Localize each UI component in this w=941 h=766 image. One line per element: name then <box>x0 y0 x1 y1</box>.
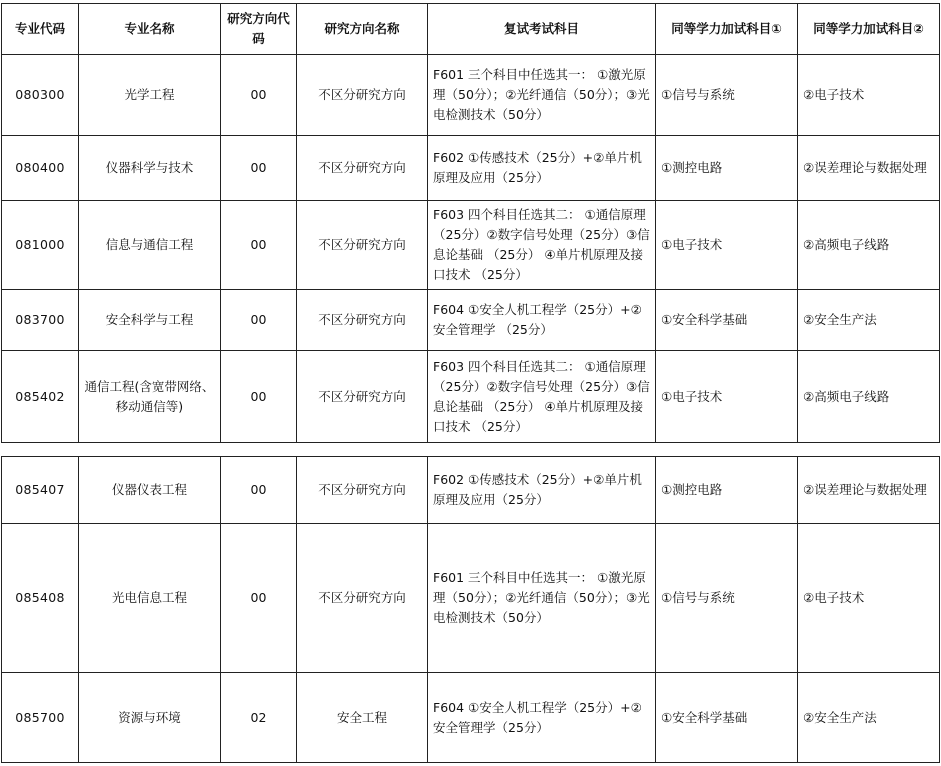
cell-dir-name: 安全工程 <box>297 673 428 763</box>
cell-extra2: ②高频电子线路 <box>798 201 940 290</box>
cell-extra2: ②安全生产法 <box>798 673 940 763</box>
page-break-gap <box>0 446 941 456</box>
cell-exam: F603 四个科目任选其二： ①通信原理 （25分）②数字信号处理（25分）③信息论基础 （25分） ④单片机原理及接口技术 （25分） <box>428 201 656 290</box>
header-direction-name: 研究方向名称 <box>297 4 428 55</box>
table-row <box>2 457 940 524</box>
cell-dir-code: 00 <box>221 136 297 201</box>
cell-extra1: ①信号与系统 <box>656 524 798 673</box>
cell-code: 083700 <box>2 290 79 351</box>
cell-major: 光学工程 <box>79 55 221 136</box>
cell-code: 081000 <box>2 201 79 290</box>
cell-major: 光电信息工程 <box>79 524 221 673</box>
table-row <box>2 55 940 136</box>
cell-dir-name: 不区分研究方向 <box>297 524 428 673</box>
cell-extra1: ①安全科学基础 <box>656 673 798 763</box>
exam-table-part2 <box>1 456 940 763</box>
header-major-name: 专业名称 <box>79 4 221 55</box>
cell-exam: F602 ①传感技术（25分）+②单片机原理及应用（25分） <box>428 457 656 524</box>
cell-major: 仪器仪表工程 <box>79 457 221 524</box>
cell-code: 085407 <box>2 457 79 524</box>
cell-extra1: ①电子技术 <box>656 351 798 443</box>
cell-dir-name: 不区分研究方向 <box>297 136 428 201</box>
exam-table-part1 <box>1 3 940 443</box>
cell-dir-code: 00 <box>221 351 297 443</box>
cell-dir-code: 00 <box>221 524 297 673</box>
header-retest-subjects: 复试考试科目 <box>428 4 656 55</box>
cell-extra1: ①测控电路 <box>656 136 798 201</box>
cell-dir-code: 02 <box>221 673 297 763</box>
cell-code: 085700 <box>2 673 79 763</box>
cell-code: 080300 <box>2 55 79 136</box>
table-header-row <box>2 4 940 55</box>
header-extra-subject-1: 同等学力加试科目① <box>656 4 798 55</box>
cell-code: 080400 <box>2 136 79 201</box>
cell-dir-code: 00 <box>221 55 297 136</box>
cell-dir-name: 不区分研究方向 <box>297 457 428 524</box>
cell-extra2: ②电子技术 <box>798 524 940 673</box>
header-direction-code: 研究方向代码 <box>221 4 297 55</box>
cell-extra2: ②高频电子线路 <box>798 351 940 443</box>
cell-dir-code: 00 <box>221 290 297 351</box>
table-row <box>2 673 940 763</box>
cell-dir-name: 不区分研究方向 <box>297 351 428 443</box>
cell-major: 信息与通信工程 <box>79 201 221 290</box>
cell-exam: F601 三个科目中任选其一： ①激光原理（50分）；②光纤通信（50分）；③光电检测技术（50分） <box>428 55 656 136</box>
cell-extra2: ②电子技术 <box>798 55 940 136</box>
cell-code: 085408 <box>2 524 79 673</box>
table-row <box>2 290 940 351</box>
cell-major: 资源与环境 <box>79 673 221 763</box>
cell-extra2: ②安全生产法 <box>798 290 940 351</box>
cell-extra2: ②误差理论与数据处理 <box>798 457 940 524</box>
cell-code: 085402 <box>2 351 79 443</box>
table-row <box>2 201 940 290</box>
cell-dir-name: 不区分研究方向 <box>297 201 428 290</box>
table-row <box>2 351 940 443</box>
cell-extra1: ①信号与系统 <box>656 55 798 136</box>
cell-exam: F604 ①安全人机工程学（25分）+②安全管理学（25分） <box>428 673 656 763</box>
cell-extra1: ①测控电路 <box>656 457 798 524</box>
cell-dir-name: 不区分研究方向 <box>297 55 428 136</box>
cell-exam: F602 ①传感技术（25分）+②单片机原理及应用（25分） <box>428 136 656 201</box>
header-extra-subject-2: 同等学力加试科目② <box>798 4 940 55</box>
table-row <box>2 524 940 673</box>
cell-major: 安全科学与工程 <box>79 290 221 351</box>
cell-major: 通信工程(含宽带网络、移动通信等) <box>79 351 221 443</box>
cell-exam: F603 四个科目任选其二： ①通信原理 （25分）②数字信号处理（25分）③信息论基础 （25分） ④单片机原理及接口技术 （25分） <box>428 351 656 443</box>
cell-extra2: ②误差理论与数据处理 <box>798 136 940 201</box>
cell-dir-code: 00 <box>221 457 297 524</box>
cell-exam: F601 三个科目中任选其一： ①激光原理（50分）；②光纤通信（50分）；③光电检测技术（50分） <box>428 524 656 673</box>
cell-dir-name: 不区分研究方向 <box>297 290 428 351</box>
cell-extra1: ①安全科学基础 <box>656 290 798 351</box>
table-row <box>2 136 940 201</box>
cell-exam: F604 ①安全人机工程学（25分）+②安全管理学 （25分） <box>428 290 656 351</box>
header-major-code: 专业代码 <box>2 4 79 55</box>
cell-dir-code: 00 <box>221 201 297 290</box>
cell-major: 仪器科学与技术 <box>79 136 221 201</box>
cell-extra1: ①电子技术 <box>656 201 798 290</box>
